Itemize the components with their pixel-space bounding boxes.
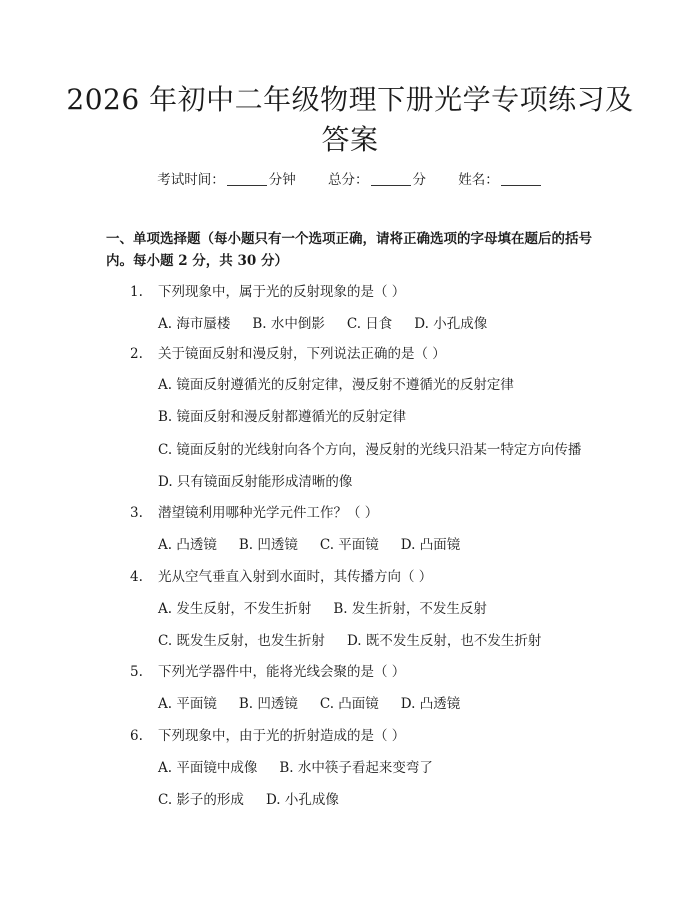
question-2-option-b [158,407,406,427]
option-a: A. 平面镜 [158,696,217,712]
option-d: D. 凸透镜 [400,696,461,712]
option-d: D. 小孔成像 [414,316,488,332]
question-stem: 光从空气垂直入射到水面时，其传播方向（ ） [158,569,433,585]
title-line-1: 2026 年初中二年级物理下册光学专项练习及 [66,83,634,116]
option-d: D. 既不发生反射，也不发生折射 [346,633,542,649]
question-1-options [158,314,487,334]
exam-time-unit: 分钟 [268,172,296,188]
title-line-2: 答案 [321,123,379,156]
option-c: C. 平面镜 [319,537,379,553]
option-d: D. 凸面镜 [400,537,461,553]
option-b: B. 发生折射，不发生反射 [333,601,487,617]
option-a: A. 平面镜中成像 [158,760,258,776]
question-number: 1. [130,284,143,300]
student-name-label: 姓名： [458,172,499,188]
option-c: C. 既发生反射，也发生折射 [158,633,325,649]
total-score-blank [371,185,411,186]
total-score-unit: 分 [412,172,426,188]
option-a: A. 镜面反射遵循光的反射定律，漫反射不遵循光的反射定律 [158,377,514,393]
question-4 [130,567,432,587]
total-score-label: 总分： [328,172,369,188]
question-stem: 下列现象中，由于光的折射造成的是（ ） [158,728,406,744]
question-3 [130,503,378,523]
question-2-option-a [158,375,514,395]
question-number: 5. [130,664,143,680]
option-d: D. 只有镜面反射能形成清晰的像 [158,474,353,490]
question-3-options [158,535,460,555]
question-4-options-row-2 [158,631,541,651]
option-b: B. 凹透镜 [238,696,298,712]
option-a: A. 海市蜃楼 [158,316,231,332]
question-6-options-row-1 [158,758,433,778]
total-score [328,172,430,188]
option-a: A. 凸透镜 [158,537,217,553]
option-d: D. 小孔成像 [265,792,339,808]
section-heading: 一、单项选择题（每小题只有一个选项正确，请将正确选项的字母填在题后的括号内。每小题 2 分，共 30 分） [106,231,592,269]
question-1 [130,282,405,302]
option-c: C. 镜面反射的光线射向各个方向，漫反射的光线只沿某一特定方向传播 [158,442,582,458]
question-number: 4. [130,569,143,585]
exam-time [157,172,300,188]
exam-time-label: 考试时间： [157,172,225,188]
page-title [60,80,640,160]
question-number: 2. [130,346,143,362]
question-2-option-d [158,472,352,492]
question-stem: 关于镜面反射和漫反射，下列说法正确的是（ ） [158,346,446,362]
exam-info-row [0,168,700,188]
option-b: B. 水中筷子看起来变弯了 [279,760,433,776]
question-number: 3. [130,505,143,521]
option-b: B. 凹透镜 [238,537,298,553]
question-stem: 下列现象中，属于光的反射现象的是（ ） [158,284,406,300]
option-c: C. 凸面镜 [319,696,379,712]
question-2 [130,344,446,364]
exam-time-blank [227,185,267,186]
question-stem: 潜望镜利用哪种光学元件工作？（ ） [158,505,379,521]
question-2-option-c [158,440,581,460]
question-6-options-row-2 [158,790,339,810]
option-a: A. 发生反射，不发生折射 [158,601,312,617]
question-stem: 下列光学器件中，能将光线会聚的是（ ） [158,664,406,680]
option-c: C. 日食 [346,316,393,332]
question-5 [130,662,405,682]
question-6 [130,726,405,746]
question-number: 6. [130,728,143,744]
student-name-blank [501,185,541,186]
question-5-options [158,694,460,714]
student-name [458,172,543,188]
option-b: B. 镜面反射和漫反射都遵循光的反射定律 [158,409,407,425]
question-4-options-row-1 [158,599,487,619]
option-b: B. 水中倒影 [252,316,325,332]
option-c: C. 影子的形成 [158,792,244,808]
